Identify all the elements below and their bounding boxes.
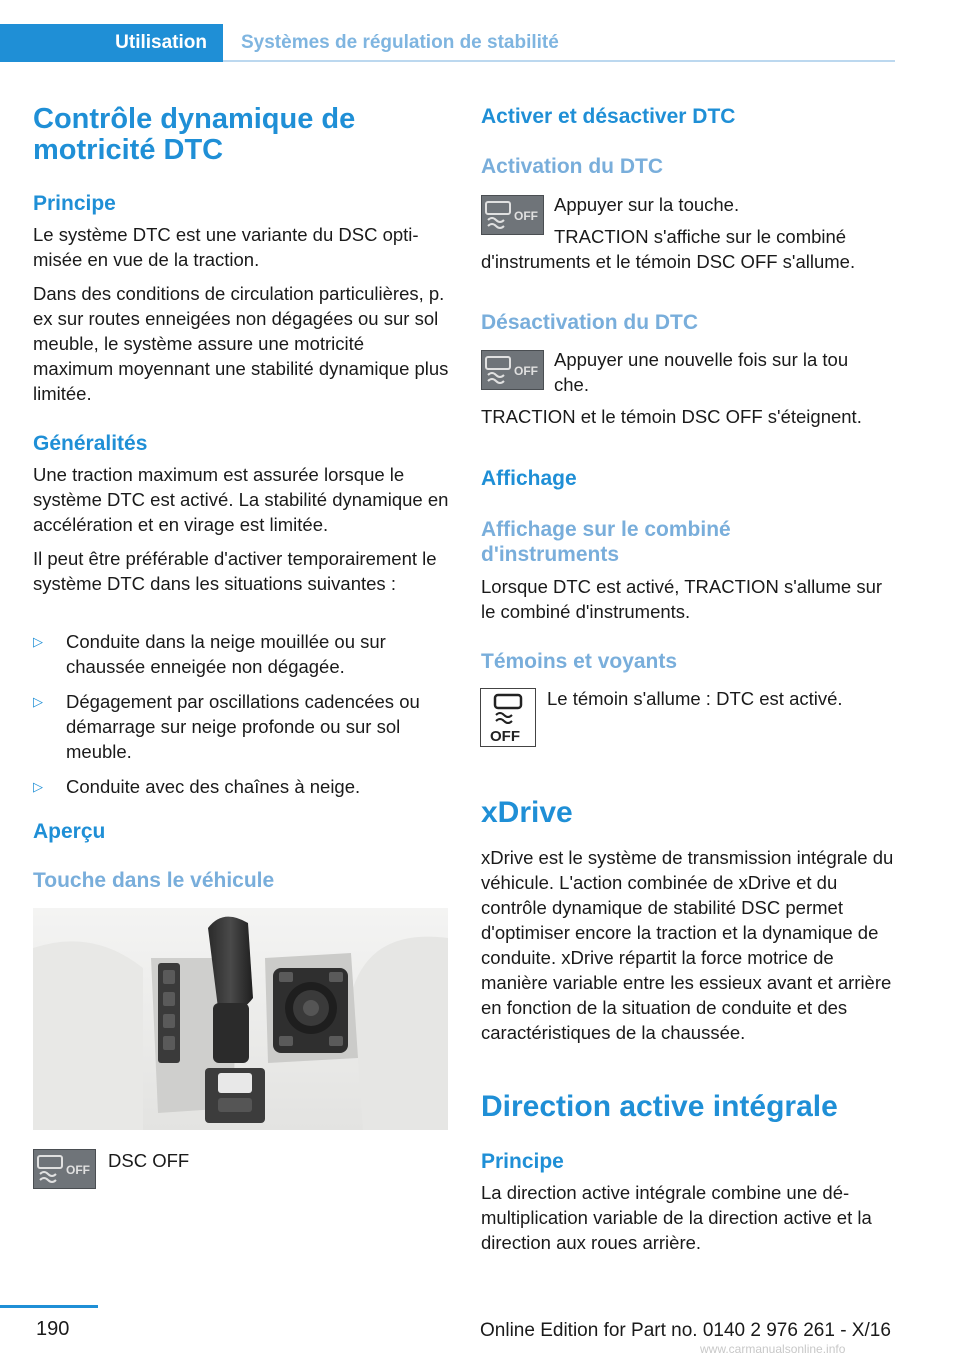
desactivation-line-2: che.	[554, 374, 589, 395]
list-item: ▷ Dégagement par oscillations cadencées ou démarrage sur neige profonde ou sur sol meuble.	[33, 691, 420, 762]
affichage-text: Lorsque DTC est activé, TRACTION s'allume sur le combiné d'instruments.	[481, 576, 883, 622]
dsc-off-label: DSC OFF	[108, 1150, 190, 1171]
heading-apercu: Aperçu	[33, 820, 106, 843]
desactivation-line-1: Appuyer une nouvelle fois sur la tou	[554, 349, 849, 370]
xdrive-text: xDrive est le système de transmission intégrale du véhicule. L'action combinée de xDrive et du contrôle dynamique de stabilité DSC permet d'optimiser encore la traction et la dynamique de conduite. xDrive répartit la force motrice de manière variable entre les essieux avant et arrière en fonction de la situation de conduite et des caractéristiques de la chaussée.	[481, 847, 894, 1043]
section-title-line1: Contrôle dynamique de	[33, 103, 356, 135]
heading-activer-desactiver: Activer et désactiver DTC	[481, 105, 736, 128]
triangle-bullet-icon: ▷	[33, 694, 43, 709]
header-section-title[interactable]: Systèmes de régulation de stabilité	[241, 32, 559, 53]
heading-principe: Principe	[33, 192, 116, 215]
page-header	[0, 24, 895, 62]
section-title-line2: motricité DTC	[33, 134, 224, 166]
principe-text: Le système DTC est une variante du DSC optimisée en vue de la traction.	[33, 224, 419, 270]
svg-text:OFF: OFF	[514, 364, 538, 378]
activation-line-2: TRACTION s'affiche sur le combiné	[554, 226, 847, 247]
dtc-activate-button-icon	[481, 195, 544, 235]
heading-temoins: Témoins et voyants	[481, 650, 678, 673]
generalites-text: Une traction maximum est assurée lorsque le système DTC est activé. La stabilité dynamique en accélération et en virage est limitée.	[33, 464, 449, 535]
generalites-text-2: Il peut être préférable d'activer temporairement le système DTC dans les situations suivantes :	[33, 548, 437, 594]
activation-line-3: d'instruments et le témoin DSC OFF s'allume.	[481, 251, 856, 272]
vehicle-console-photo	[33, 908, 448, 1130]
list-item: ▷ Conduite avec des chaînes à neige.	[33, 776, 361, 797]
heading-generalites: Généralités	[33, 432, 148, 455]
svg-text:OFF: OFF	[514, 209, 538, 223]
principe-text-2: Dans des conditions de circulation particulières, p. ex sur routes enneigées non dégagées ou sur sol meuble, le système assure une motricité maximum moyennant une stabilité dynamique plus limitée.	[33, 283, 449, 404]
footer-rule	[0, 1305, 98, 1308]
direction-text: La direction active intégrale combine une démultiplication variable de la direction active et la direction aux roues arrière.	[481, 1182, 872, 1253]
heading-desactivation: Désactivation du DTC	[481, 311, 699, 334]
edition-footer: Online Edition for Part no. 0140 2 976 261 - X/16	[480, 1320, 891, 1341]
heading-xdrive: xDrive	[481, 796, 573, 829]
dtc-deactivate-button-icon	[481, 350, 544, 390]
page-number: 190	[36, 1318, 70, 1340]
header-rule	[223, 60, 895, 62]
heading-affichage-combine: Affichage sur le combiné d'instruments	[481, 518, 731, 566]
dsc-off-button-icon	[33, 1149, 96, 1189]
heading-direction-principe: Principe	[481, 1150, 564, 1173]
watermark: www.carmanualsonline.info	[700, 1342, 846, 1356]
heading-affichage: Affichage	[481, 467, 577, 490]
list-item: ▷ Conduite dans la neige mouillée ou sur chaussée enneigée non dégagée.	[33, 631, 386, 677]
temoins-text: Le témoin s'allume : DTC est activé.	[547, 688, 843, 709]
situations-list	[33, 629, 449, 809]
svg-text:OFF: OFF	[66, 1163, 90, 1177]
dtc-telltale-icon	[480, 688, 536, 747]
console-illustration-icon	[33, 908, 448, 1130]
heading-direction-active: Direction active intégrale	[481, 1090, 838, 1123]
header-tab-utilisation[interactable]: Utilisation	[0, 24, 223, 62]
svg-text:OFF: OFF	[490, 728, 520, 745]
triangle-bullet-icon: ▷	[33, 634, 43, 649]
triangle-bullet-icon: ▷	[33, 779, 43, 794]
heading-touche-vehicule: Touche dans le véhicule	[33, 869, 275, 892]
activation-line-1: Appuyer sur la touche.	[554, 194, 740, 215]
section-title-dtc	[33, 104, 449, 166]
desactivation-line-3: TRACTION et le témoin DSC OFF s'éteignent.	[481, 406, 862, 427]
heading-activation: Activation du DTC	[481, 155, 663, 178]
